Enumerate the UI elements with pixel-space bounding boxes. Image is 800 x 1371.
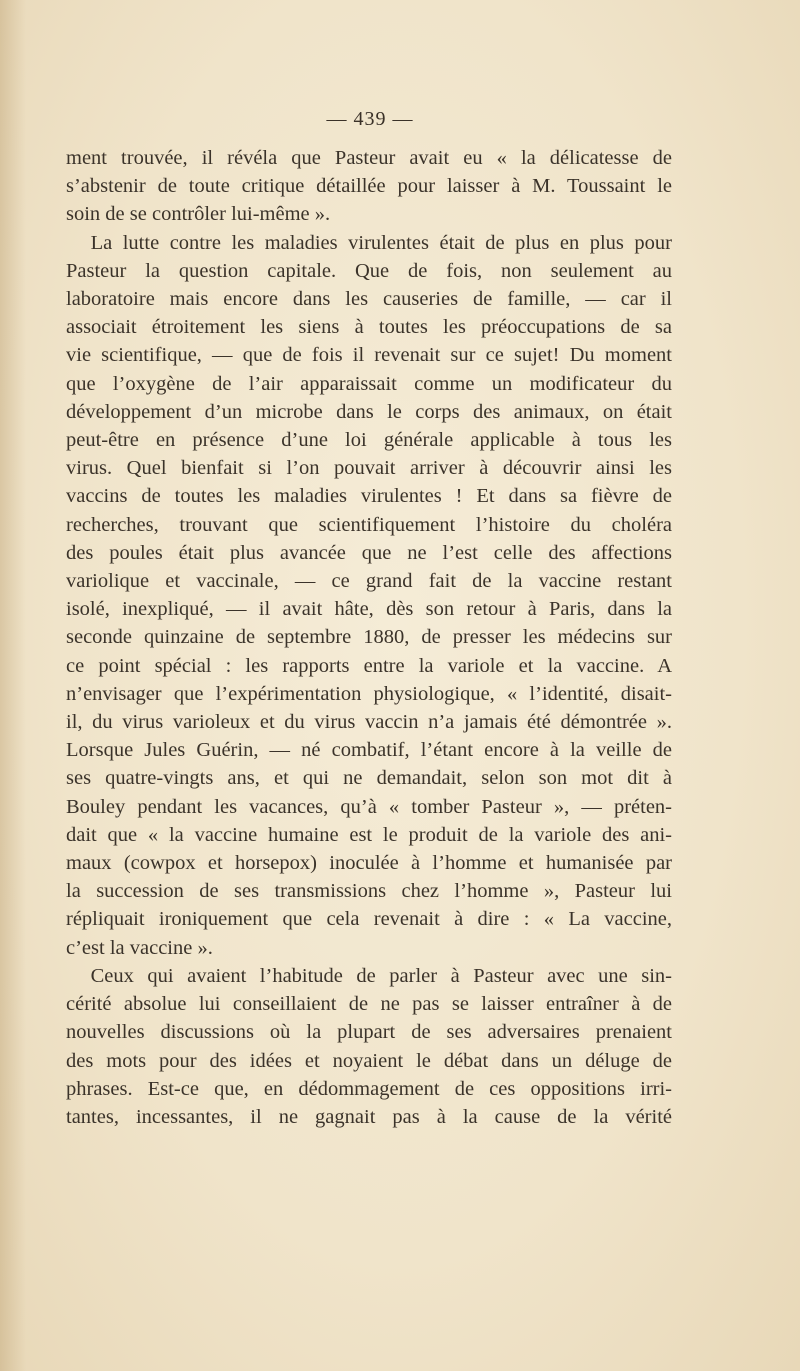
text-line: Bouley pendant les vacances, qu’à « tomber Pasteur », — préten-: [66, 795, 672, 818]
text-line: Pasteur la question capitale. Que de fois, non seulement au: [66, 259, 672, 282]
text-line: il, du virus varioleux et du virus vaccin n’a jamais été démontrée ».: [66, 711, 672, 734]
text-line: ce point spécial : les rapports entre la variole et la vaccine. A: [66, 654, 672, 677]
text-line: laboratoire mais encore dans les causeries de famille, — car il: [66, 288, 672, 311]
text-line: ses quatre-vingts ans, et qui ne demandait, selon son mot dit à: [66, 767, 672, 790]
text-line: La lutte contre les maladies virulentes était de plus en plus pour: [90, 231, 672, 254]
text-line: n’envisager que l’expérimentation physiologique, « l’identité, disait-: [66, 682, 672, 705]
text-line: variolique et vaccinale, — ce grand fait de la vaccine restant: [66, 570, 672, 593]
text-line: Lorsque Jules Guérin, — né combatif, l’étant encore à la veille de: [66, 739, 672, 762]
text-line: nouvelles discussions où la plupart de ses adversaires prenaient: [66, 1021, 672, 1044]
text-line: phrases. Est-ce que, en dédommagement de ces oppositions irri-: [66, 1077, 672, 1100]
text-line: vaccins de toutes les maladies virulentes ! Et dans sa fièvre de: [66, 485, 672, 508]
text-line: isolé, inexpliqué, — il avait hâte, dès son retour à Paris, dans la: [66, 598, 672, 621]
text-line: c’est la vaccine ».: [66, 936, 213, 959]
text-line: soin de se contrôler lui-même ».: [66, 203, 331, 226]
text-line: que l’oxygène de l’air apparaissait comme un modificateur du: [66, 372, 672, 395]
page-number: — 439 —: [326, 108, 414, 130]
text-line: répliquait ironiquement que cela revenait à dire : « La vaccine,: [66, 908, 672, 931]
text-line: développement d’un microbe dans le corps des animaux, on était: [66, 400, 672, 423]
text-line: la succession de ses transmissions chez l’homme », Pasteur lui: [66, 880, 672, 903]
text-line: dait que « la vaccine humaine est le produit de la variole des ani-: [66, 823, 672, 846]
text-line: peut-être en présence d’une loi générale applicable à tous les: [66, 429, 672, 452]
text-line: Ceux qui avaient l’habitude de parler à Pasteur avec une sin-: [90, 964, 672, 987]
text-line: maux (cowpox et horsepox) inoculée à l’homme et humanisée par: [66, 852, 672, 875]
text-line: cérité absolue lui conseillaient de ne pas se laisser entraîner à de: [66, 993, 672, 1016]
body-text: [66, 144, 672, 1131]
text-line: des mots pour des idées et noyaient le débat dans un déluge de: [66, 1049, 672, 1072]
text-line: vie scientifique, — que de fois il revenait sur ce sujet! Du moment: [66, 344, 672, 367]
text-line: recherches, trouvant que scientifiquement l’histoire du choléra: [66, 513, 672, 536]
page-edge-shadow: [0, 0, 26, 1371]
text-line: ment trouvée, il révéla que Pasteur avait eu « la délicatesse de: [66, 147, 672, 169]
text-line: des poules était plus avancée que ne l’est celle des affections: [66, 541, 672, 564]
text-line: associait étroitement les siens à toutes les préoccupations de sa: [66, 316, 672, 339]
text-line: seconde quinzaine de septembre 1880, de presser les médecins sur: [66, 626, 672, 649]
text-line: tantes, incessantes, il ne gagnait pas à la cause de la vérité: [66, 1105, 672, 1128]
text-line: virus. Quel bienfait si l’on pouvait arriver à découvrir ainsi les: [66, 457, 672, 480]
text-line: s’abstenir de toute critique détaillée pour laisser à M. Toussaint le: [66, 175, 672, 198]
